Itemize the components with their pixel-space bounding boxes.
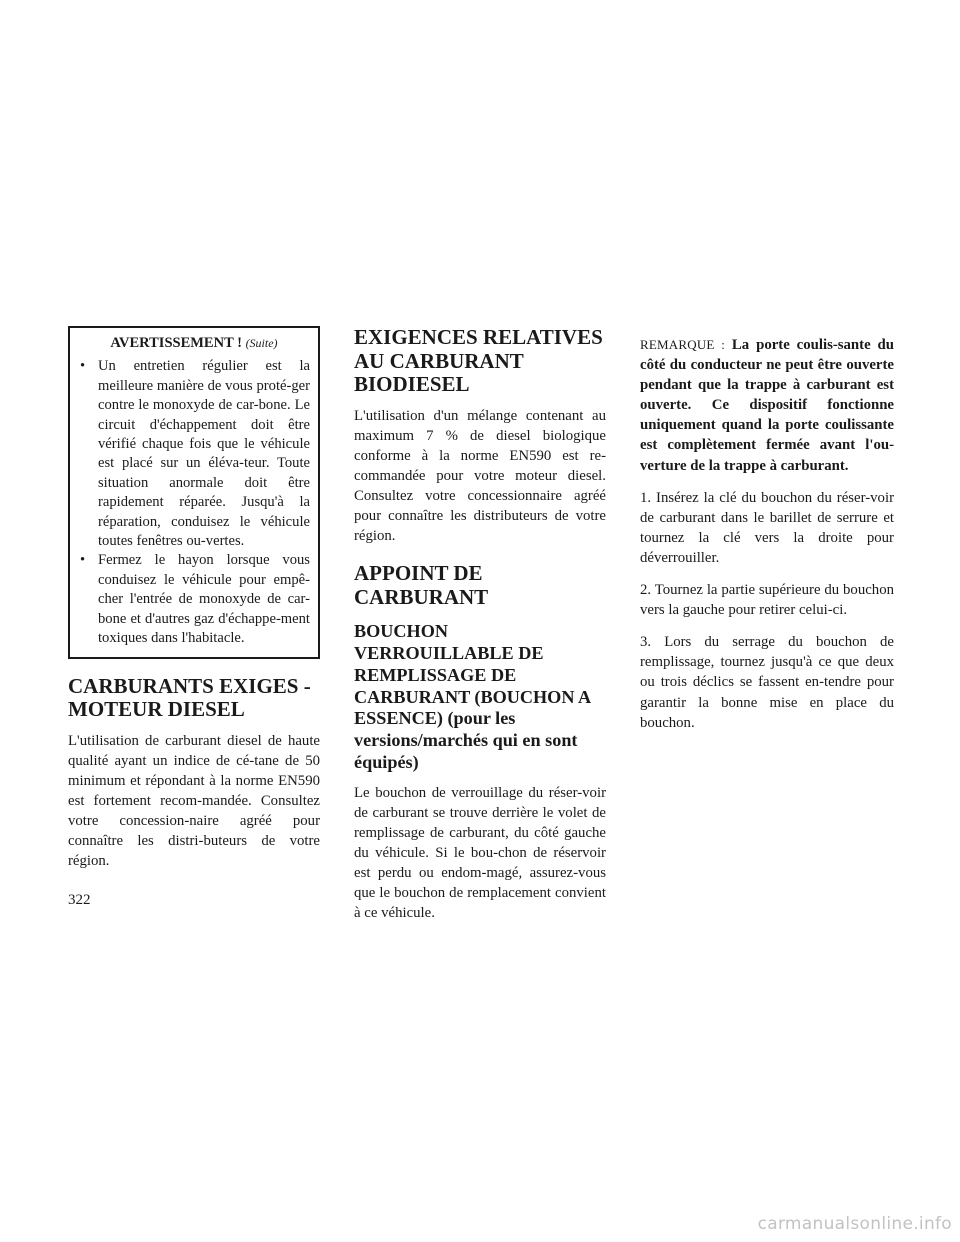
paragraph-fuel-cap: Le bouchon de verrouillage du réser-voir de carburant se trouve derrière le volet de remplissage de carburant, du côté gauche du véhicule. Si le bou-chon de réservoir est perdu ou endom-magé, assurez-vous que le bouchon de remplacement convient à ce véhicule. — [354, 784, 606, 922]
warning-box — [68, 326, 320, 659]
heading-refueling: APPOINT DE CARBURANT — [354, 561, 489, 609]
note-label: REMARQUE : — [640, 337, 726, 352]
subheading-locking-fuel-cap: BOUCHON VERROUILLABLE DE REMPLISSAGE DE CARBURANT (BOUCHON A ESSENCE) (pour les versions/marchés qui en sont équipés) — [354, 621, 591, 772]
bullet-icon: • — [80, 552, 86, 569]
paragraph-diesel-fuel: L'utilisation de carburant diesel de haute qualité ayant un indice de cé-tane de 50 minimum et répondant à la norme EN590 est fortement recom-mandée. Consultez votre concession-naire agréé pour connaître les distri-buteurs de votre région. — [68, 732, 320, 870]
column-1 — [68, 326, 320, 871]
step-2: 2. Tournez la partie supérieure du bouchon vers la gauche pour retirer celui-ci. — [640, 582, 894, 619]
note-paragraph — [640, 335, 894, 476]
watermark: carmanualsonline.info — [757, 1214, 952, 1234]
step-3: 3. Lors du serrage du bouchon de remplissage, tournez jusqu'à ce que deux ou trois déclics se fassent en-tendre pour garantir la bonne mise en place du bouchon. — [640, 634, 894, 731]
heading-biodiesel: EXIGENCES RELATIVES AU CARBURANT BIODIESEL — [354, 325, 603, 396]
warning-bullet-text: Fermez le hayon lorsque vous conduisez le véhicule pour empê-cher l'entrée de monoxyde de car-bone et d'autres gaz d'échappe-ment toxiques dans l'habitacle. — [98, 552, 310, 647]
warning-title-text: AVERTISSEMENT ! — [110, 335, 242, 351]
warning-title — [78, 334, 310, 353]
warning-suite: (Suite) — [245, 336, 278, 350]
page-number: 322 — [68, 892, 91, 908]
warning-bullet-item — [78, 357, 310, 551]
warning-bullet-text: Un entretien régulier est la meilleure manière de vous proté-ger contre le monoxyde de car-bone. Le circuit d'échappement doit être vérifié chaque fois que le véhicule est placé sur un éléva-teur. Toute situation anormale doit être rapidement réparée. Jusqu'à la réparation, conduisez le véhicule toutes fenêtres ou-vertes. — [98, 358, 310, 550]
paragraph-biodiesel: L'utilisation d'un mélange contenant au maximum 7 % de diesel biologique conforme à la norme EN590 est re-commandée pour votre moteur diesel. Consultez votre concessionnaire agréé pour connaître les distributeurs de votre région. — [354, 407, 606, 545]
warning-list — [78, 357, 310, 648]
bullet-icon: • — [80, 358, 86, 375]
note-text: La porte coulis-sante du côté du conducteur ne peut être ouverte pendant que la trappe à carburant est ouverte. Ce dispositif fonctionne uniquement quand la porte coulissante est complètement fermée avant l'ou-verture de la trappe à carburant. — [640, 337, 895, 474]
warning-bullet-item — [78, 551, 310, 648]
step-1: 1. Insérez la clé du bouchon du réser-voir de carburant dans le barillet de serrure et tournez la clé vers la droite pour déverrouiller. — [640, 489, 894, 566]
column-3 — [640, 326, 894, 733]
column-2 — [354, 326, 606, 923]
heading-diesel-fuel: CARBURANTS EXIGES - MOTEUR DIESEL — [68, 673, 311, 721]
